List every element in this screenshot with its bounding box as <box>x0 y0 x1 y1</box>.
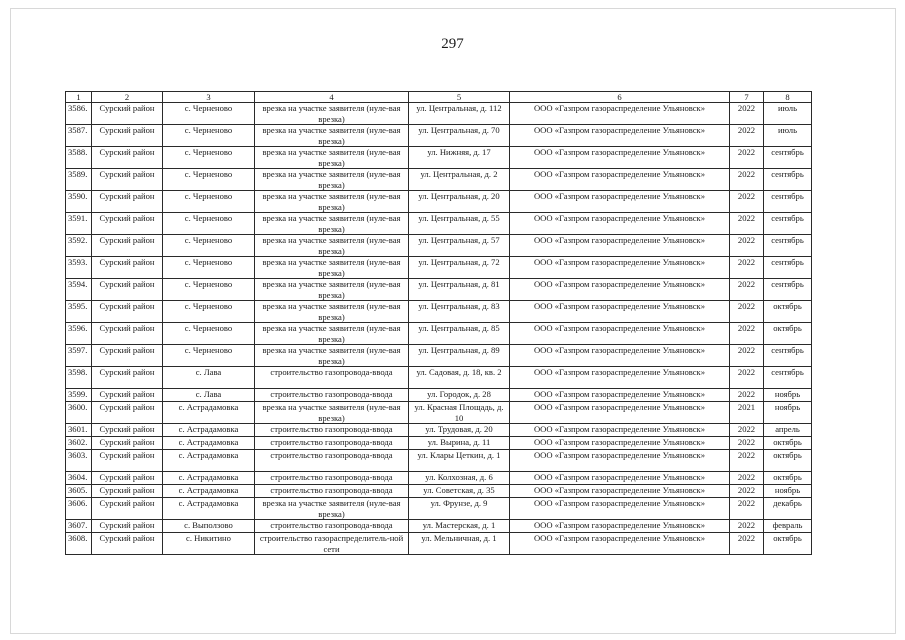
address-cell: ул. Мельничная, д. 1 <box>409 533 510 555</box>
year-cell: 2022 <box>730 191 764 213</box>
month-cell: сентябрь <box>764 147 812 169</box>
organization-cell: ООО «Газпром газораспределение Ульяновск» <box>510 301 730 323</box>
month-cell: октябрь <box>764 323 812 345</box>
row-number-cell: 3594. <box>66 279 92 301</box>
work-type-cell: врезка на участке заявителя (нуле-вая врезка) <box>255 498 409 520</box>
year-cell: 2022 <box>730 257 764 279</box>
organization-cell: ООО «Газпром газораспределение Ульяновск» <box>510 279 730 301</box>
settlement-cell: с. Черненово <box>163 257 255 279</box>
month-cell: ноябрь <box>764 402 812 424</box>
organization-cell: ООО «Газпром газораспределение Ульяновск» <box>510 450 730 472</box>
table-row <box>66 169 812 191</box>
gas-connection-table <box>65 91 812 555</box>
row-number-cell: 3601. <box>66 424 92 437</box>
settlement-cell: с. Выползово <box>163 520 255 533</box>
table-row <box>66 520 812 533</box>
year-cell: 2022 <box>730 389 764 402</box>
row-number-cell: 3597. <box>66 345 92 367</box>
settlement-cell: с. Черненово <box>163 213 255 235</box>
district-cell: Сурский район <box>92 533 163 555</box>
settlement-cell: с. Черненово <box>163 147 255 169</box>
month-cell: сентябрь <box>764 213 812 235</box>
row-number-cell: 3587. <box>66 125 92 147</box>
year-cell: 2022 <box>730 213 764 235</box>
table-row <box>66 498 812 520</box>
settlement-cell: с. Астрадамовка <box>163 498 255 520</box>
address-cell: ул. Колхозная, д. 6 <box>409 472 510 485</box>
district-cell: Сурский район <box>92 323 163 345</box>
month-cell: июль <box>764 103 812 125</box>
row-number-cell: 3602. <box>66 437 92 450</box>
district-cell: Сурский район <box>92 257 163 279</box>
work-type-cell: врезка на участке заявителя (нуле-вая врезка) <box>255 235 409 257</box>
district-cell: Сурский район <box>92 279 163 301</box>
table-row <box>66 472 812 485</box>
settlement-cell: с. Астрадамовка <box>163 485 255 498</box>
month-cell: октябрь <box>764 472 812 485</box>
address-cell: ул. Фрунзе, д. 9 <box>409 498 510 520</box>
work-type-cell: врезка на участке заявителя (нуле-вая врезка) <box>255 279 409 301</box>
table-row <box>66 450 812 472</box>
settlement-cell: с. Астрадамовка <box>163 450 255 472</box>
district-cell: Сурский район <box>92 169 163 191</box>
month-cell: апрель <box>764 424 812 437</box>
district-cell: Сурский район <box>92 450 163 472</box>
row-number-cell: 3590. <box>66 191 92 213</box>
organization-cell: ООО «Газпром газораспределение Ульяновск» <box>510 125 730 147</box>
month-cell: октябрь <box>764 533 812 555</box>
settlement-cell: с. Черненово <box>163 103 255 125</box>
organization-cell: ООО «Газпром газораспределение Ульяновск» <box>510 402 730 424</box>
address-cell: ул. Центральная, д. 89 <box>409 345 510 367</box>
settlement-cell: с. Астрадамовка <box>163 437 255 450</box>
organization-cell: ООО «Газпром газораспределение Ульяновск» <box>510 520 730 533</box>
table-row <box>66 424 812 437</box>
table-row <box>66 389 812 402</box>
address-cell: ул. Центральная, д. 20 <box>409 191 510 213</box>
month-cell: ноябрь <box>764 485 812 498</box>
row-number-cell: 3607. <box>66 520 92 533</box>
header-cell: 5 <box>409 92 510 103</box>
district-cell: Сурский район <box>92 498 163 520</box>
address-cell: ул. Нижняя, д. 17 <box>409 147 510 169</box>
table-row <box>66 235 812 257</box>
work-type-cell: врезка на участке заявителя (нуле-вая врезка) <box>255 402 409 424</box>
table-row <box>66 323 812 345</box>
address-cell: ул. Советская, д. 35 <box>409 485 510 498</box>
settlement-cell: с. Черненово <box>163 169 255 191</box>
organization-cell: ООО «Газпром газораспределение Ульяновск» <box>510 103 730 125</box>
month-cell: сентябрь <box>764 345 812 367</box>
month-cell: сентябрь <box>764 235 812 257</box>
address-cell: ул. Центральная, д. 70 <box>409 125 510 147</box>
table-row <box>66 301 812 323</box>
organization-cell: ООО «Газпром газораспределение Ульяновск» <box>510 345 730 367</box>
work-type-cell: строительство газопровода-ввода <box>255 450 409 472</box>
work-type-cell: строительство газопровода-ввода <box>255 520 409 533</box>
district-cell: Сурский район <box>92 437 163 450</box>
settlement-cell: с. Астрадамовка <box>163 424 255 437</box>
settlement-cell: с. Астрадамовка <box>163 472 255 485</box>
year-cell: 2022 <box>730 103 764 125</box>
month-cell: сентябрь <box>764 367 812 389</box>
organization-cell: ООО «Газпром газораспределение Ульяновск» <box>510 437 730 450</box>
settlement-cell: с. Черненово <box>163 125 255 147</box>
district-cell: Сурский район <box>92 213 163 235</box>
work-type-cell: строительство газопровода-ввода <box>255 472 409 485</box>
settlement-cell: с. Черненово <box>163 323 255 345</box>
district-cell: Сурский район <box>92 235 163 257</box>
month-cell: февраль <box>764 520 812 533</box>
year-cell: 2022 <box>730 125 764 147</box>
header-row <box>66 92 812 103</box>
month-cell: сентябрь <box>764 279 812 301</box>
year-cell: 2022 <box>730 450 764 472</box>
address-cell: ул. Трудовая, д. 20 <box>409 424 510 437</box>
organization-cell: ООО «Газпром газораспределение Ульяновск» <box>510 472 730 485</box>
header-cell: 8 <box>764 92 812 103</box>
district-cell: Сурский район <box>92 367 163 389</box>
row-number-cell: 3600. <box>66 402 92 424</box>
row-number-cell: 3604. <box>66 472 92 485</box>
work-type-cell: врезка на участке заявителя (нуле-вая врезка) <box>255 191 409 213</box>
month-cell: сентябрь <box>764 191 812 213</box>
year-cell: 2022 <box>730 279 764 301</box>
organization-cell: ООО «Газпром газораспределение Ульяновск» <box>510 213 730 235</box>
table-row <box>66 279 812 301</box>
work-type-cell: врезка на участке заявителя (нуле-вая врезка) <box>255 213 409 235</box>
work-type-cell: врезка на участке заявителя (нуле-вая врезка) <box>255 323 409 345</box>
table-row <box>66 402 812 424</box>
work-type-cell: врезка на участке заявителя (нуле-вая врезка) <box>255 169 409 191</box>
address-cell: ул. Центральная, д. 85 <box>409 323 510 345</box>
settlement-cell: с. Черненово <box>163 279 255 301</box>
organization-cell: ООО «Газпром газораспределение Ульяновск» <box>510 323 730 345</box>
settlement-cell: с. Никитино <box>163 533 255 555</box>
table-row <box>66 103 812 125</box>
month-cell: ноябрь <box>764 389 812 402</box>
address-cell: ул. Мастерская, д. 1 <box>409 520 510 533</box>
settlement-cell: с. Лава <box>163 389 255 402</box>
address-cell: ул. Красная Площадь, д. 10 <box>409 402 510 424</box>
row-number-cell: 3605. <box>66 485 92 498</box>
year-cell: 2022 <box>730 472 764 485</box>
year-cell: 2022 <box>730 169 764 191</box>
organization-cell: ООО «Газпром газораспределение Ульяновск» <box>510 533 730 555</box>
address-cell: ул. Центральная, д. 57 <box>409 235 510 257</box>
row-number-cell: 3599. <box>66 389 92 402</box>
month-cell: июль <box>764 125 812 147</box>
year-cell: 2022 <box>730 235 764 257</box>
district-cell: Сурский район <box>92 472 163 485</box>
row-number-cell: 3603. <box>66 450 92 472</box>
table-row <box>66 345 812 367</box>
district-cell: Сурский район <box>92 520 163 533</box>
row-number-cell: 3592. <box>66 235 92 257</box>
header-cell: 3 <box>163 92 255 103</box>
row-number-cell: 3596. <box>66 323 92 345</box>
table-row <box>66 257 812 279</box>
organization-cell: ООО «Газпром газораспределение Ульяновск» <box>510 169 730 191</box>
district-cell: Сурский район <box>92 389 163 402</box>
table-row <box>66 213 812 235</box>
address-cell: ул. Центральная, д. 72 <box>409 257 510 279</box>
header-cell: 2 <box>92 92 163 103</box>
table-row <box>66 533 812 555</box>
district-cell: Сурский район <box>92 125 163 147</box>
district-cell: Сурский район <box>92 103 163 125</box>
address-cell: ул. Центральная, д. 83 <box>409 301 510 323</box>
organization-cell: ООО «Газпром газораспределение Ульяновск» <box>510 257 730 279</box>
header-cell: 4 <box>255 92 409 103</box>
work-type-cell: врезка на участке заявителя (нуле-вая врезка) <box>255 301 409 323</box>
settlement-cell: с. Черненово <box>163 345 255 367</box>
header-cell: 6 <box>510 92 730 103</box>
settlement-cell: с. Черненово <box>163 235 255 257</box>
district-cell: Сурский район <box>92 402 163 424</box>
year-cell: 2022 <box>730 345 764 367</box>
year-cell: 2022 <box>730 147 764 169</box>
header-cell: 7 <box>730 92 764 103</box>
district-cell: Сурский район <box>92 345 163 367</box>
year-cell: 2022 <box>730 437 764 450</box>
address-cell: ул. Центральная, д. 81 <box>409 279 510 301</box>
address-cell: ул. Центральная, д. 2 <box>409 169 510 191</box>
row-number-cell: 3595. <box>66 301 92 323</box>
table-row <box>66 485 812 498</box>
table-row <box>66 191 812 213</box>
work-type-cell: строительство газопровода-ввода <box>255 424 409 437</box>
organization-cell: ООО «Газпром газораспределение Ульяновск» <box>510 191 730 213</box>
settlement-cell: с. Астрадамовка <box>163 402 255 424</box>
year-cell: 2022 <box>730 424 764 437</box>
row-number-cell: 3608. <box>66 533 92 555</box>
month-cell: октябрь <box>764 437 812 450</box>
work-type-cell: строительство газопровода-ввода <box>255 389 409 402</box>
work-type-cell: строительство газопровода-ввода <box>255 485 409 498</box>
organization-cell: ООО «Газпром газораспределение Ульяновск» <box>510 389 730 402</box>
row-number-cell: 3588. <box>66 147 92 169</box>
work-type-cell: строительство газораспределитель-ной сети <box>255 533 409 555</box>
address-cell: ул. Центральная, д. 55 <box>409 213 510 235</box>
organization-cell: ООО «Газпром газораспределение Ульяновск» <box>510 235 730 257</box>
work-type-cell: врезка на участке заявителя (нуле-вая врезка) <box>255 125 409 147</box>
district-cell: Сурский район <box>92 485 163 498</box>
district-cell: Сурский район <box>92 424 163 437</box>
address-cell: ул. Городок, д. 28 <box>409 389 510 402</box>
work-type-cell: врезка на участке заявителя (нуле-вая врезка) <box>255 257 409 279</box>
organization-cell: ООО «Газпром газораспределение Ульяновск» <box>510 424 730 437</box>
table-row <box>66 367 812 389</box>
row-number-cell: 3586. <box>66 103 92 125</box>
district-cell: Сурский район <box>92 191 163 213</box>
year-cell: 2022 <box>730 485 764 498</box>
address-cell: ул. Садовая, д. 18, кв. 2 <box>409 367 510 389</box>
month-cell: октябрь <box>764 301 812 323</box>
month-cell: декабрь <box>764 498 812 520</box>
organization-cell: ООО «Газпром газораспределение Ульяновск» <box>510 147 730 169</box>
work-type-cell: строительство газопровода-ввода <box>255 437 409 450</box>
settlement-cell: с. Черненово <box>163 301 255 323</box>
settlement-cell: с. Черненово <box>163 191 255 213</box>
month-cell: сентябрь <box>764 257 812 279</box>
row-number-cell: 3598. <box>66 367 92 389</box>
year-cell: 2022 <box>730 498 764 520</box>
organization-cell: ООО «Газпром газораспределение Ульяновск» <box>510 498 730 520</box>
page-number: 297 <box>441 36 464 52</box>
work-type-cell: врезка на участке заявителя (нуле-вая врезка) <box>255 103 409 125</box>
address-cell: ул. Центральная, д. 112 <box>409 103 510 125</box>
year-cell: 2022 <box>730 367 764 389</box>
header-cell: 1 <box>66 92 92 103</box>
month-cell: сентябрь <box>764 169 812 191</box>
row-number-cell: 3589. <box>66 169 92 191</box>
settlement-cell: с. Лава <box>163 367 255 389</box>
row-number-cell: 3606. <box>66 498 92 520</box>
month-cell: октябрь <box>764 450 812 472</box>
organization-cell: ООО «Газпром газораспределение Ульяновск» <box>510 485 730 498</box>
district-cell: Сурский район <box>92 147 163 169</box>
district-cell: Сурский район <box>92 301 163 323</box>
year-cell: 2021 <box>730 402 764 424</box>
organization-cell: ООО «Газпром газораспределение Ульяновск» <box>510 367 730 389</box>
year-cell: 2022 <box>730 520 764 533</box>
address-cell: ул. Клары Цеткин, д. 1 <box>409 450 510 472</box>
row-number-cell: 3593. <box>66 257 92 279</box>
year-cell: 2022 <box>730 301 764 323</box>
row-number-cell: 3591. <box>66 213 92 235</box>
year-cell: 2022 <box>730 323 764 345</box>
table-row <box>66 125 812 147</box>
table-row <box>66 437 812 450</box>
table-row <box>66 147 812 169</box>
address-cell: ул. Вырина, д. 11 <box>409 437 510 450</box>
year-cell: 2022 <box>730 533 764 555</box>
work-type-cell: врезка на участке заявителя (нуле-вая врезка) <box>255 147 409 169</box>
work-type-cell: врезка на участке заявителя (нуле-вая врезка) <box>255 345 409 367</box>
work-type-cell: строительство газопровода-ввода <box>255 367 409 389</box>
